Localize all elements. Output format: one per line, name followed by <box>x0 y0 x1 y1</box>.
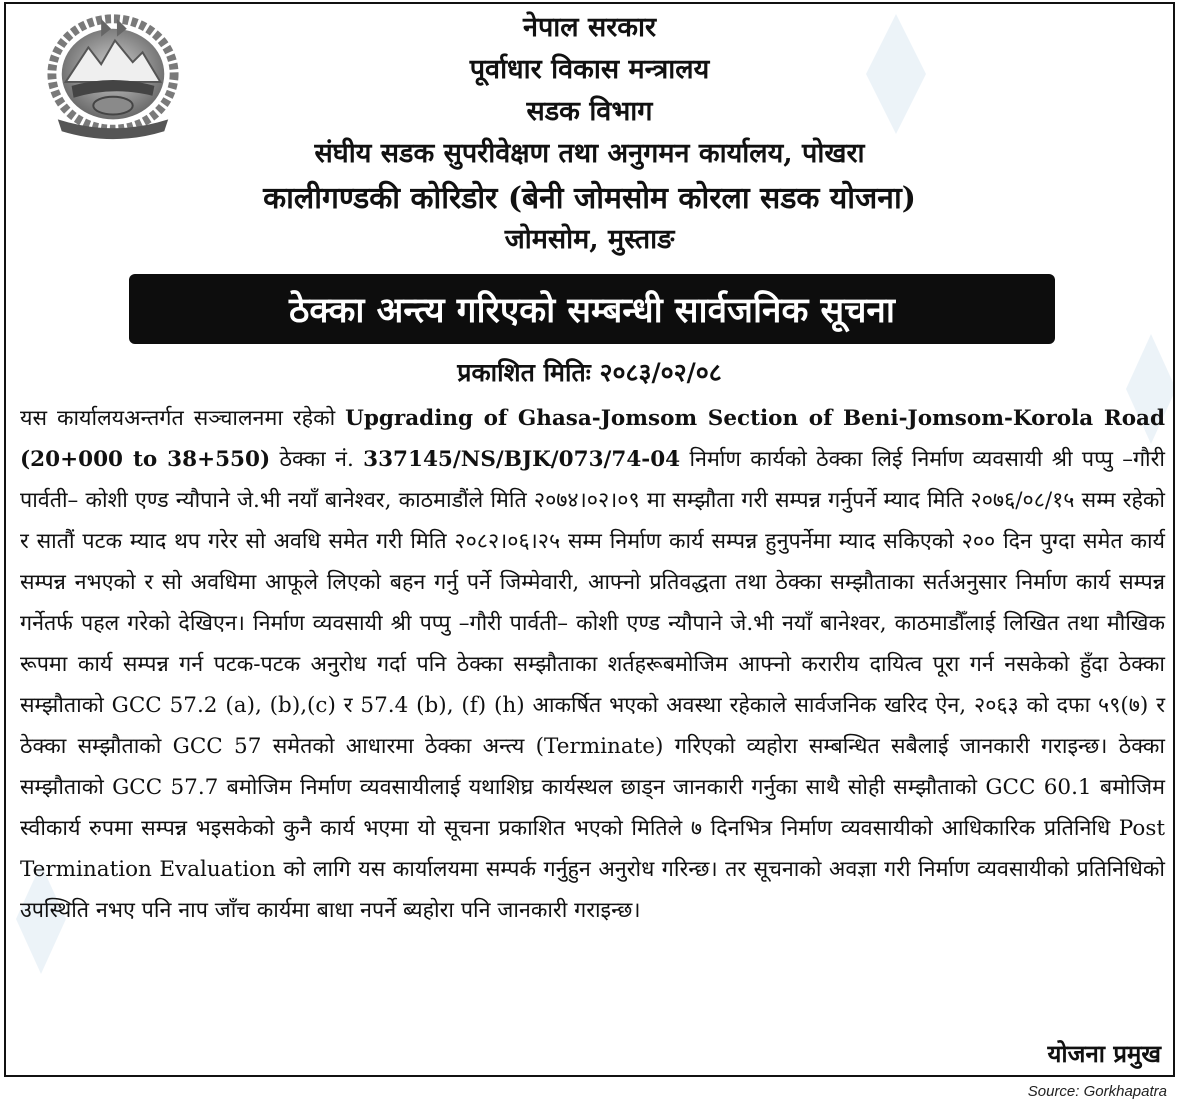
govt-name: नेपाल सरकार <box>522 12 657 43</box>
public-notice <box>4 2 1175 1077</box>
project-name: Upgrading of Ghasa-Jomsom Section of Beni-Jomsom-Korola Road (20+000 to 38+550) <box>20 406 1166 472</box>
project-corridor-name: कालीगण्डकी कोरिडोर (बेनी जोमसोम कोरला सडक योजना) <box>263 181 916 216</box>
signatory-title: योजना प्रमुख <box>1047 1039 1161 1068</box>
publish-date <box>6 356 1173 390</box>
body-contract-label: ठेक्का नं. <box>270 447 364 472</box>
source-credit: Source: Gorkhapatra <box>1027 1083 1167 1100</box>
notice-title-banner <box>129 274 1055 344</box>
office-name: संघीय सडक सुपरीवेक्षण तथा अनुगमन कार्यालय, पोखरा <box>314 138 865 169</box>
body-main-text: निर्माण कार्यको ठेक्का लिई निर्माण व्यवसायी श्री पप्पु –गौरी पार्वती– कोशी एण्ड न्यौपाने जे.भी नयाँ बानेश्वर, काठमाडौंले मिति २०७४।०२।०९ मा सम्झौता गरी सम्पन्न गर्नुपर्ने म्याद मिति २०७६/०८/१५ सम्म रहेको र सातौं पटक म्याद थप गरेर सो अवधि समेत गरी मिति २०८२।०६।२५ सम्म निर्माण कार्य सम्पन्न हुनुपर्नेमा म्याद सकिएको २०० दिन पुग्दा समेत कार्य सम्पन्न नभएको र सो अवधिमा आफूले लिएको बहन गर्नु पर्ने जिम्मेवारी, आफ्नो प्रतिवद्धता तथा ठेक्का सम्झौताका सर्तअनुसार निर्माण कार्य सम्पन्न गर्नेतर्फ पहल गरेको देखिएन। निर्माण व्यवसायी श्री पप्पु –गौरी पार्वती– कोशी एण्ड न्यौपाने जे.भी नयाँ बानेश्वर, काठमाडौँलाई लिखित तथा मौखिक रूपमा कार्य सम्पन्न गर्न पटक-पटक अनुरोध गर्दा पनि ठेक्का सम्झौताका शर्तहरूबमोजिम आफ्नो करारीय दायित्व पूरा गर्न नसकेको हुँदा ठेक्का सम्झौताको GCC 57.2 (a), (b),(c) र 57.4 (b), (f) (h) आकर्षित भएको अवस्था रहेकाले सार्वजनिक खरिद ऐन, २०६३ को दफा ५९(७) र ठेक्का सम्झौताको GCC 57 समेतको आधारमा ठेक्का अन्त्य (Terminate) गरिएको व्यहोरा सम्बन्धित सबैलाई जानकारी गराइन्छ। ठेक्का सम्झौताको GCC 57.7 बमोजिम निर्माण व्यवसायीलाई यथाशिघ्र कार्यस्थल छाड्न जानकारी गर्नुका साथै सोही सम्झौताको GCC 60.1 बमोजिम स्वीकार्य रुपमा सम्पन्न भइसकेको कुनै कार्य भएमा यो सूचना प्रकाशित भएको मितिले ७ दिनभित्र निर्माण व्यवसायीको आधिकारिक प्रतिनिधि Post Termination Evaluation को लागि यस कार्यालयमा सम्पर्क गर्नुहुन अनुरोध गरिन्छ। तर सूचनाको अवज्ञा गरी निर्माण व्यवसायीको प्रतिनिधिको उपस्थिति नभए पनि नाप जाँच कार्यमा बाधा नपर्ने ब्यहोरा पनि जानकारी गराइन्छ। <box>20 447 1165 923</box>
publish-date-value: २०८३/०२/०८ <box>599 358 722 387</box>
notice-body <box>20 398 1165 931</box>
publish-date-label: प्रकाशित मितिः <box>457 358 591 387</box>
body-intro: यस कार्यालयअन्तर्गत सञ्चालनमा रहेको <box>20 406 346 431</box>
notice-title: ठेक्का अन्त्य गरिएको सम्बन्धी सार्वजनिक सूचना <box>289 289 895 331</box>
ministry-name: पूर्वाधार विकास मन्त्रालय <box>469 54 710 85</box>
department-name: सडक विभाग <box>526 96 653 127</box>
contract-number: 337145/NS/BJK/073/74-04 <box>363 447 681 472</box>
office-location: जोमसोम, मुस्ताङ <box>504 224 675 255</box>
